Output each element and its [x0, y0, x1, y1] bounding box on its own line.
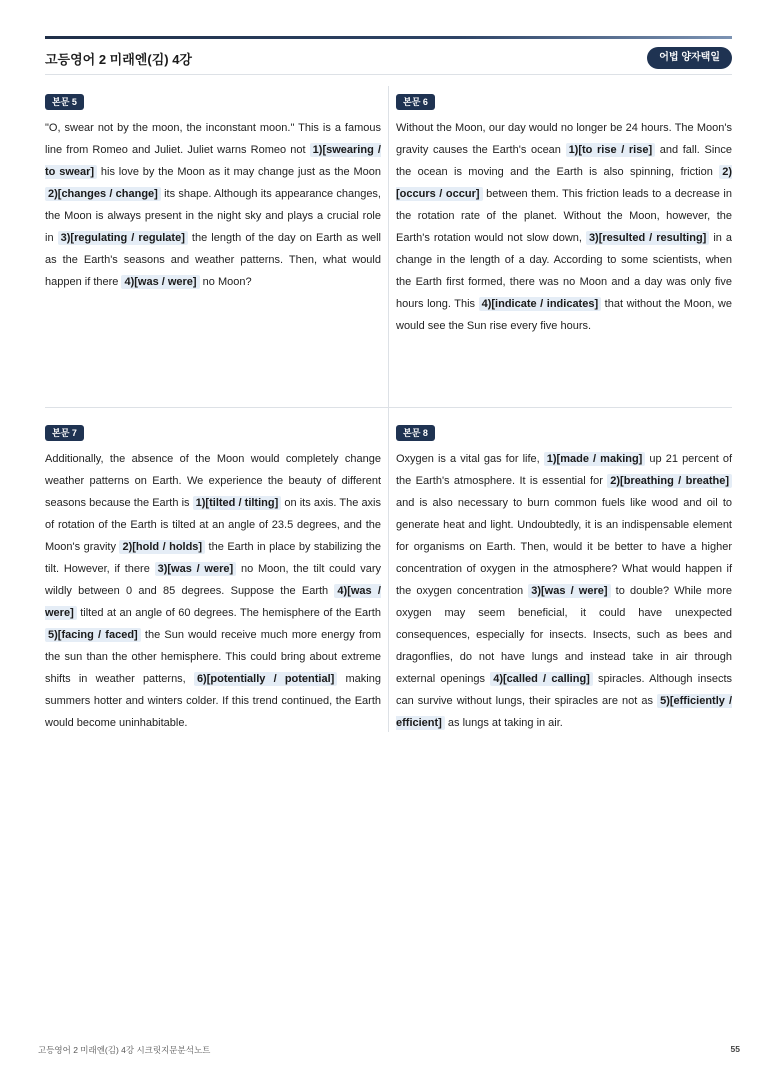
passage-text	[45, 117, 381, 293]
passage-text-run: on its axis. The axis of rotation of the Earth is tilted at an angle of 23.5 degrees, and the Moon's gravity	[45, 497, 382, 553]
column-divider-bottom	[388, 408, 389, 732]
page-title: 고등영어 2 미래엔(김) 4강	[45, 52, 192, 67]
answer-choice: 1)[tilted / tilting]	[193, 496, 282, 510]
answer-choice: 6)[potentially / potential]	[194, 672, 337, 686]
passage-text-run: between them. This friction leads to a decrease in the rotation rate of the planet. Without the Moon, however, the Earth's rotation would not slow down,	[396, 188, 732, 244]
passage-text-run: no Moon, the tilt could vary wildly between 0 and 85 degrees. Suppose the Earth	[45, 563, 381, 597]
footer-text: 고등영어 2 미래엔(김) 4강 시크릿지문분석노트	[38, 1045, 211, 1055]
passage-text-run: making summers hotter and winters colder. If this trend continued, the Earth would become uninhabitable.	[45, 673, 381, 729]
passage-label: 본문 7	[45, 425, 84, 441]
passage-text-run: his love by the Moon as it may change just as the Moon	[97, 166, 381, 178]
passage-text-run: tilted at an angle of 60 degrees. The hemisphere of the Earth	[76, 607, 381, 619]
answer-choice: 4)[was / were]	[121, 275, 199, 289]
answer-choice: 3)[was / were]	[528, 584, 610, 598]
answer-choice: 5)[efficiently / efficient]	[396, 695, 733, 729]
passage-text-run: Without the Moon, our day would no longer be 24 hours. The Moon's gravity causes the Earth's ocean	[396, 122, 732, 156]
passage-text-run: the Earth in place by stabilizing the tilt. However, if there	[45, 541, 381, 575]
passage-text-run: in a change in the length of a day. According to some scientists, when the Earth first formed, there was no Moon and a day was only five hours long. This	[396, 232, 732, 310]
passage-text-run: "O, swear not by the moon, the inconstant moon." This is a famous line from Romeo and Juliet. Juliet warns Romeo not	[45, 122, 381, 156]
passage-text-run: that without the Moon, we would see the Sun rise every five hours.	[396, 298, 732, 332]
answer-choice: 1)[swearing / to swear]	[45, 144, 381, 178]
top-accent-bar	[45, 36, 732, 39]
passage-label: 본문 5	[45, 94, 84, 110]
passage-text-run: Oxygen is a vital gas for life,	[396, 453, 544, 465]
passage-panel-8	[396, 423, 732, 734]
answer-choice: 1)[made / making]	[544, 452, 646, 466]
passage-text-run: the length of the day on Earth as well as the Earth's seasons and weather patterns. Then, what would happen if there	[45, 232, 381, 288]
answer-choice: 4)[indicate / indicates]	[479, 297, 602, 311]
passage-text	[396, 117, 732, 337]
answer-choice: 3)[regulating / regulate]	[58, 231, 188, 245]
passage-text	[396, 448, 732, 734]
passage-label: 본문 8	[396, 425, 435, 441]
row-divider	[45, 407, 732, 408]
section-badge: 어법 양자택일	[647, 47, 732, 69]
answer-choice: 4)[was / were]	[45, 585, 381, 619]
passage-panel-7	[45, 423, 381, 734]
header-divider	[45, 74, 732, 75]
passage-text-run: and is also necessary to burn common fuels like wood and oil to generate heat and light. Undoubtedly, it is an indispensable element for organisms on Earth. Then, would it be better to have a higher concentration of oxygen in the atmosphere? What would happen if the oxygen concentration	[396, 497, 732, 597]
passage-text-run: the Sun would receive much more energy from the sun than the other hemisphere. This could bring about extreme shifts in weather patterns,	[45, 629, 381, 685]
passage-panel-6	[396, 92, 732, 337]
answer-choice: 1)[to rise / rise]	[566, 143, 656, 157]
passage-text-run: Additionally, the absence of the Moon would completely change weather patterns on Earth. We experience the beauty of different seasons because the Earth is	[45, 453, 381, 509]
passage-text-run: as lungs at taking in air.	[444, 717, 563, 729]
column-divider-top	[388, 86, 389, 407]
passage-text	[45, 448, 381, 734]
passage-text-run: up 21 percent of the Earth's atmosphere. It is essential for	[396, 453, 733, 487]
answer-choice: 5)[facing / faced]	[45, 628, 141, 642]
answer-choice: 4)[called / calling]	[490, 672, 593, 686]
passage-text-run: to double? While more oxygen may seem beneficial, it could have unexpected consequences, especially for insects. Insects, such as bees and dragonflies, do not have lungs and instead take in air through external openings	[396, 585, 732, 685]
answer-choice: 3)[resulted / resulting]	[586, 231, 709, 245]
answer-choice: 2)[hold / holds]	[119, 540, 205, 554]
answer-choice: 2)[changes / change]	[45, 187, 161, 201]
page-number: 55	[730, 1044, 740, 1054]
passage-text-run: no Moon?	[199, 276, 252, 288]
answer-choice: 3)[was / were]	[155, 562, 237, 576]
passage-text-run: its shape. Although its appearance changes, the Moon is always present in the night sky and plays a crucial role in	[45, 188, 381, 244]
answer-choice: 2)[breathing / breathe]	[607, 474, 732, 488]
passage-panel-5	[45, 92, 381, 293]
passage-text-run: and fall. Since the ocean is moving and the Earth is also spinning, friction	[396, 144, 733, 178]
passage-text-run: spiracles. Although insects can survive without lungs, their spiracles are not as	[396, 673, 732, 707]
answer-choice: 2)[occurs / occur]	[396, 166, 732, 200]
passage-label: 본문 6	[396, 94, 435, 110]
